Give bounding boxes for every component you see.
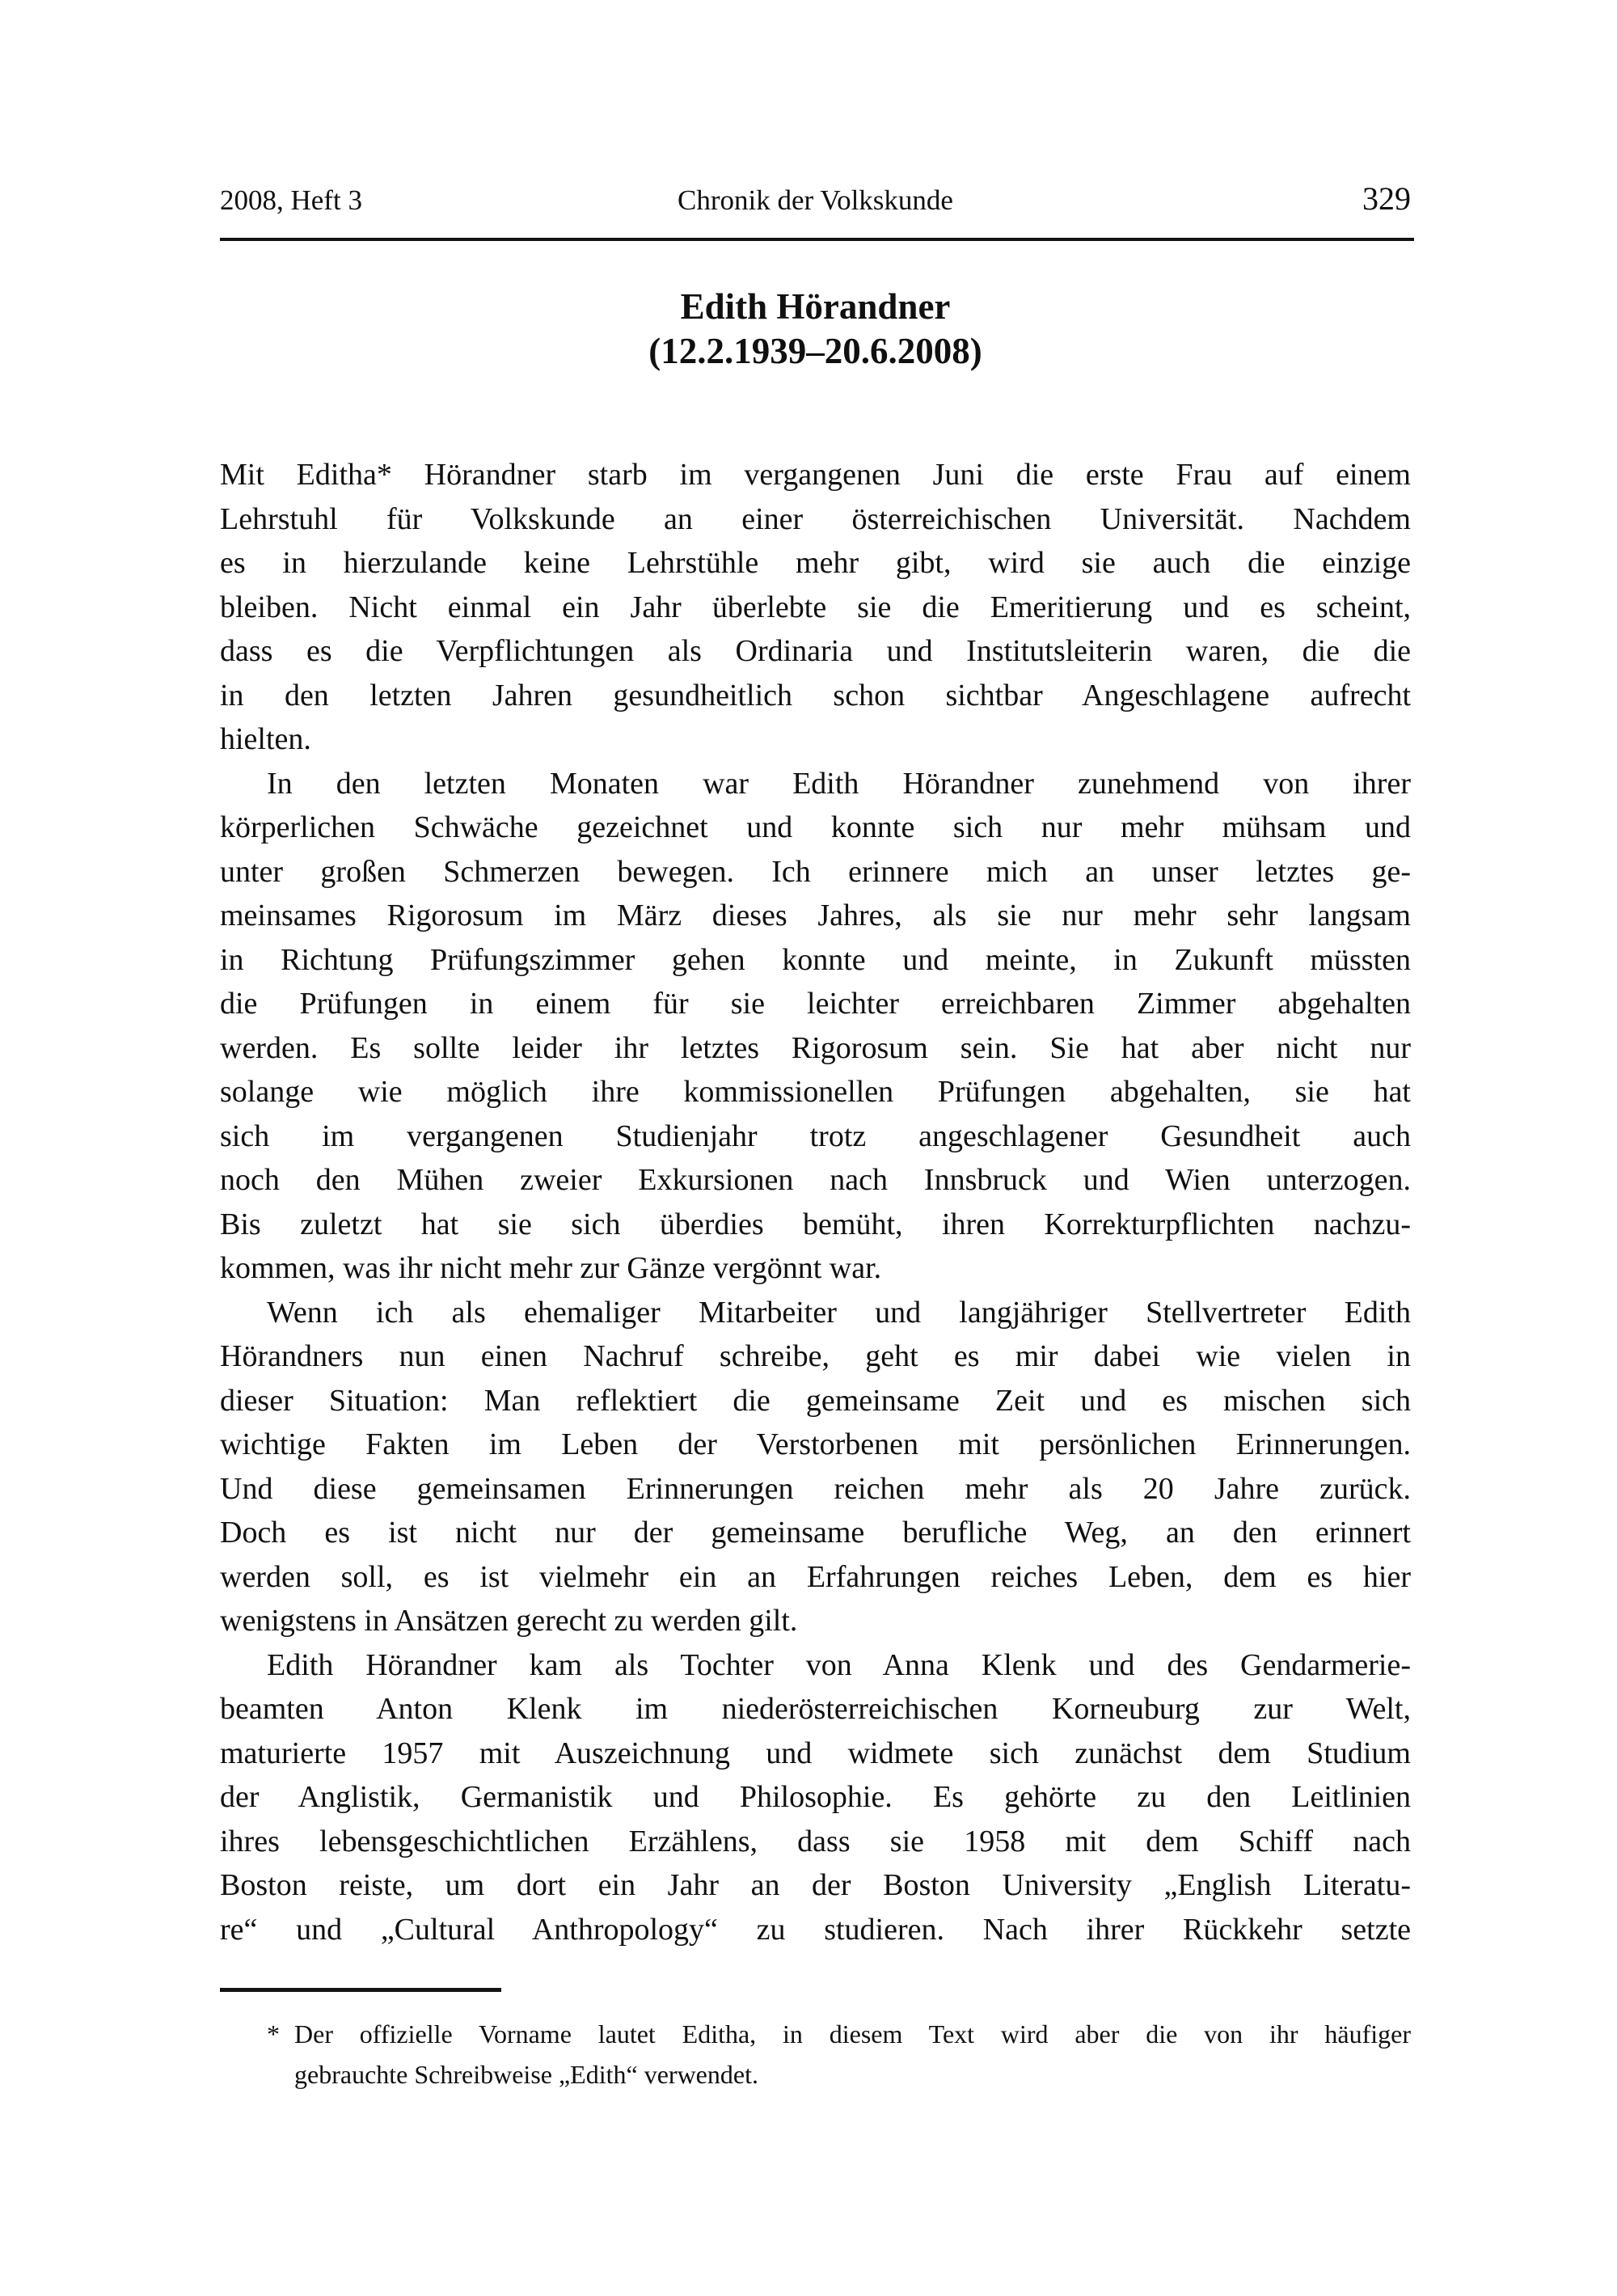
text-line: Hörandners nun einen Nachruf schreibe, geht es mir dabei wie vielen in [220, 1339, 1411, 1373]
header-running-title: Chronik der Volkskunde [678, 184, 953, 216]
text-line: wenigstens in Ansätzen gerecht zu werden gilt. [220, 1604, 798, 1638]
text-line: Und diese gemeinsamen Erinnerungen reichen mehr als 20 Jahre zurück. [220, 1471, 1411, 1506]
text-line: beamten Anton Klenk im niederösterreichischen Korneuburg zur Welt, [220, 1692, 1411, 1726]
text-line: hielten. [220, 722, 311, 756]
text-line: Wenn ich als ehemaliger Mitarbeiter und langjähriger Stellvertreter Edith [267, 1295, 1411, 1330]
text-line: in Richtung Prüfungszimmer gehen konnte und meinte, in Zukunft müssten [220, 942, 1411, 977]
text-line: ihres lebensgeschichtlichen Erzählens, dass sie 1958 mit dem Schiff nach [220, 1824, 1411, 1858]
text-line: Doch es ist nicht nur der gemeinsame berufliche Weg, an den erinnert [220, 1516, 1411, 1550]
text-line: wichtige Fakten im Leben der Verstorbenen mit persönlichen Erinnerungen. [220, 1427, 1411, 1461]
text-line: werden soll, es ist vielmehr ein an Erfahrungen reiches Leben, dem es hier [220, 1559, 1411, 1594]
text-line: die Prüfungen in einem für sie leichter erreichbaren Zimmer abgehalten [220, 987, 1411, 1021]
text-line: noch den Mühen zweier Exkursionen nach Innsbruck und Wien unterzogen. [220, 1163, 1411, 1197]
text-line: maturierte 1957 mit Auszeichnung und widmete sich zunächst dem Studium [220, 1736, 1411, 1770]
text-line: werden. Es sollte leider ihr letztes Rigorosum sein. Sie hat aber nicht nur [220, 1030, 1411, 1065]
footnote-marker: * [267, 2019, 280, 2049]
paragraph [220, 1643, 1411, 1952]
footnote-rule [220, 1988, 501, 1992]
paragraph [220, 453, 1411, 762]
text-line: re“ und „Cultural Anthropology“ zu studieren. Nach ihrer Rückkehr setzte [220, 1912, 1411, 1947]
text-line: gebrauchte Schreibweise „Edith“ verwendet. [294, 2060, 758, 2089]
article-body [220, 453, 1411, 1951]
text-line: es in hierzulande keine Lehrstühle mehr gibt, wird sie auch die einzige [220, 546, 1411, 580]
text-line: Lehrstuhl für Volkskunde an einer österreichischen Universität. Nachdem [220, 501, 1411, 536]
text-line: In den letzten Monaten war Edith Hörandner zunehmend von ihrer [267, 766, 1411, 801]
text-line: in den letzten Jahren gesundheitlich schon sichtbar Angeschlagene aufrecht [220, 678, 1411, 712]
text-line: meinsames Rigorosum im März dieses Jahres, als sie nur mehr sehr langsam [220, 899, 1411, 932]
footnote [267, 2014, 1411, 2095]
text-line: Der offizielle Vorname lautet Editha, in diesem Text wird aber die von ihr häufiger [294, 2019, 1411, 2049]
article-title: Edith Hörandner [680, 286, 951, 327]
paragraph [220, 762, 1411, 1291]
text-line: der Anglistik, Germanistik und Philosophie. Es gehörte zu den Leitlinien [220, 1780, 1411, 1814]
text-line: bleiben. Nicht einmal ein Jahr überlebte sie die Emeritierung und es scheint, [220, 590, 1411, 624]
text-line: Mit Editha* Hörandner starb im vergangenen Juni die erste Frau auf einem [220, 458, 1411, 492]
text-line: körperlichen Schwäche gezeichnet und konnte sich nur mehr mühsam und [220, 810, 1411, 844]
text-line: Bis zuletzt hat sie sich überdies bemüht, ihren Korrekturpflichten nachzu- [220, 1207, 1411, 1241]
text-line: dieser Situation: Man reflektiert die gemeinsame Zeit und es mischen sich [220, 1383, 1411, 1418]
page-header [220, 180, 1411, 217]
text-line: unter großen Schmerzen bewegen. Ich erinnere mich an unser letztes ge- [220, 854, 1411, 889]
text-line: Boston reiste, um dort ein Jahr an der Boston University „English Literatu- [220, 1868, 1411, 1902]
page-number: 329 [1362, 180, 1411, 217]
article-dates: (12.2.1939–20.6.2008) [648, 331, 982, 371]
text-line: Edith Hörandner kam als Tochter von Anna Klenk und des Gendarmerie- [267, 1647, 1411, 1682]
text-line: solange wie möglich ihre kommissionellen Prüfungen abgehalten, sie hat [220, 1075, 1411, 1109]
article-title-block [220, 285, 1411, 374]
header-rule [220, 238, 1414, 241]
text-line: sich im vergangenen Studienjahr trotz angeschlagener Gesundheit auch [220, 1118, 1411, 1153]
paragraph [220, 1291, 1411, 1643]
text-line: dass es die Verpflichtungen als Ordinaria und Institutsleiterin waren, die die [220, 634, 1411, 668]
footnote-text [294, 2014, 1411, 2095]
header-issue: 2008, Heft 3 [220, 184, 362, 216]
text-line: kommen, was ihr nicht mehr zur Gänze vergönnt war. [220, 1251, 882, 1285]
